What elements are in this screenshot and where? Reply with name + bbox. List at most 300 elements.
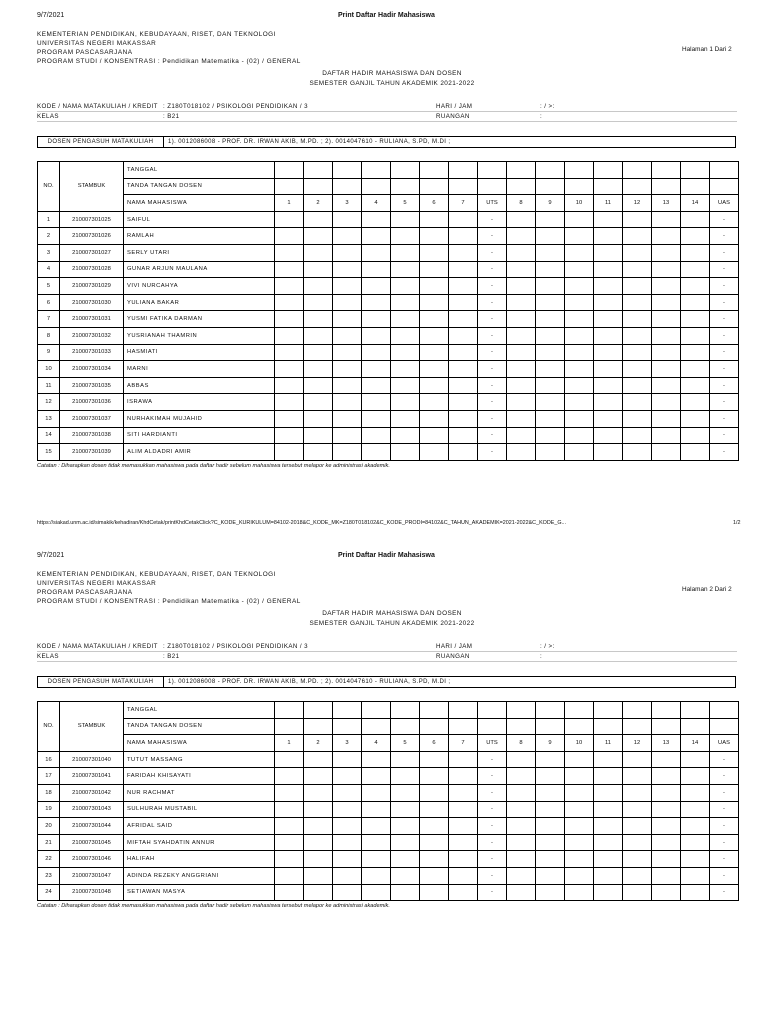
student-no: 4 xyxy=(38,261,60,278)
date-cell[interactable] xyxy=(333,702,362,719)
attendance-cell[interactable] xyxy=(420,884,449,901)
attendance-cell[interactable] xyxy=(681,751,710,768)
student-no: 9 xyxy=(38,344,60,361)
course-label: KODE / NAMA MATAKULIAH / KREDIT xyxy=(37,103,158,110)
attendance-cell[interactable] xyxy=(304,884,333,901)
session-header: 2 xyxy=(304,735,333,752)
attendance-cell[interactable] xyxy=(449,851,478,868)
print-url: https://siakad.unm.ac.id/simakik/kehadiran/KhdCetak/printKhdCetakClick?C_KODE_KURIKULUM=84102-2018&C_KODE_MK=Z180T018102&C_KODE_PRODI=84102&C_TAHUN_AKADEMIK=2021-2022&C_KODE_G... xyxy=(37,520,567,526)
attendance-cell[interactable] xyxy=(333,768,362,785)
attendance-cell[interactable]: - xyxy=(710,851,739,868)
date-row-label: TANGGAL xyxy=(124,702,275,719)
session-header: 12 xyxy=(623,735,652,752)
table-row xyxy=(38,867,768,884)
attendance-cell[interactable] xyxy=(652,867,681,884)
attendance-title: SEMESTER GANJIL TAHUN AKADEMIK 2021-2022 xyxy=(309,620,475,627)
attendance-cell[interactable] xyxy=(362,867,391,884)
attendance-cell[interactable] xyxy=(507,867,536,884)
session-header: 13 xyxy=(652,735,681,752)
attendance-cell[interactable] xyxy=(652,818,681,835)
attendance-cell[interactable] xyxy=(304,867,333,884)
attendance-cell[interactable]: - xyxy=(710,410,739,427)
date-cell[interactable] xyxy=(681,702,710,719)
attendance-cell[interactable] xyxy=(623,801,652,818)
attendance-cell[interactable] xyxy=(565,801,594,818)
attendance-cell[interactable] xyxy=(623,768,652,785)
attendance-cell[interactable] xyxy=(536,818,565,835)
attendance-cell[interactable] xyxy=(420,751,449,768)
attendance-cell[interactable]: - xyxy=(710,294,739,311)
attendance-cell[interactable] xyxy=(623,784,652,801)
attendance-cell[interactable]: - xyxy=(478,818,507,835)
attendance-cell[interactable] xyxy=(507,768,536,785)
attendance-cell[interactable] xyxy=(362,801,391,818)
table-row xyxy=(38,834,768,851)
attendance-cell[interactable] xyxy=(536,801,565,818)
attendance-cell[interactable]: - xyxy=(478,211,507,228)
session-header: 1 xyxy=(275,195,304,212)
header-row xyxy=(38,718,768,735)
attendance-cell[interactable] xyxy=(333,867,362,884)
attendance-cell[interactable] xyxy=(304,784,333,801)
attendance-cell[interactable]: - xyxy=(710,801,739,818)
course-label: KODE / NAMA MATAKULIAH / KREDIT xyxy=(37,643,158,650)
attendance-cell[interactable]: - xyxy=(710,344,739,361)
student-stambuk: 210007301035 xyxy=(60,377,124,394)
signature-row-label: TANDA TANGAN DOSEN xyxy=(124,178,275,195)
student-name: MARNI xyxy=(124,361,275,378)
attendance-cell[interactable] xyxy=(391,751,420,768)
session-header: 2 xyxy=(304,195,333,212)
attendance-cell[interactable]: - xyxy=(710,211,739,228)
attendance-cell[interactable] xyxy=(623,867,652,884)
lecturer-signature-cell[interactable] xyxy=(652,718,681,735)
date-cell[interactable] xyxy=(652,702,681,719)
attendance-cell[interactable] xyxy=(681,884,710,901)
date-cell[interactable] xyxy=(565,702,594,719)
student-stambuk: 210007301031 xyxy=(60,311,124,328)
course-value: : Z180T018102 / PSIKOLOGI PENDIDIKAN / 3 xyxy=(163,103,308,110)
attendance-cell[interactable] xyxy=(681,867,710,884)
student-stambuk: 210007301047 xyxy=(60,867,124,884)
institution-line: UNIVERSITAS NEGERI MAKASSAR xyxy=(37,580,157,587)
lecturer-signature-cell[interactable] xyxy=(536,718,565,735)
attendance-cell[interactable] xyxy=(681,834,710,851)
lecturer-signature-cell[interactable] xyxy=(594,718,623,735)
attendance-cell[interactable]: - xyxy=(710,261,739,278)
attendance-cell[interactable]: - xyxy=(478,228,507,245)
student-stambuk: 210007301037 xyxy=(60,410,124,427)
attendance-cell[interactable] xyxy=(333,801,362,818)
attendance-cell[interactable] xyxy=(623,751,652,768)
session-header: UAS xyxy=(710,735,739,752)
lecturer-signature-cell[interactable] xyxy=(449,718,478,735)
attendance-cell[interactable] xyxy=(652,884,681,901)
attendance-cell[interactable] xyxy=(391,884,420,901)
session-header: 11 xyxy=(594,195,623,212)
attendance-cell[interactable]: - xyxy=(478,884,507,901)
student-stambuk: 210007301036 xyxy=(60,394,124,411)
student-stambuk: 210007301048 xyxy=(60,884,124,901)
lecturer-label: DOSEN PENGASUH MATAKULIAH xyxy=(38,677,164,687)
attendance-cell[interactable] xyxy=(565,784,594,801)
student-stambuk: 210007301029 xyxy=(60,278,124,295)
lecturer-signature-cell[interactable] xyxy=(623,718,652,735)
attendance-cell[interactable]: - xyxy=(478,261,507,278)
lecturer-signature-cell[interactable] xyxy=(420,718,449,735)
attendance-cell[interactable] xyxy=(275,801,304,818)
lecturer-signature-cell[interactable] xyxy=(275,718,304,735)
institution-line: PROGRAM PASCASARJANA xyxy=(37,49,133,56)
attendance-cell[interactable] xyxy=(681,801,710,818)
attendance-cell[interactable]: - xyxy=(478,244,507,261)
student-name: HALIFAH xyxy=(124,851,275,868)
attendance-cell[interactable]: - xyxy=(478,294,507,311)
student-stambuk: 210007301028 xyxy=(60,261,124,278)
attendance-cell[interactable] xyxy=(536,834,565,851)
attendance-cell[interactable]: - xyxy=(478,410,507,427)
attendance-cell[interactable] xyxy=(391,801,420,818)
attendance-cell[interactable] xyxy=(594,801,623,818)
attendance-cell[interactable] xyxy=(304,818,333,835)
attendance-cell[interactable] xyxy=(594,768,623,785)
attendance-cell[interactable] xyxy=(304,801,333,818)
attendance-cell[interactable] xyxy=(449,867,478,884)
attendance-cell[interactable] xyxy=(594,834,623,851)
attendance-cell[interactable] xyxy=(507,884,536,901)
lecturer-signature-cell[interactable] xyxy=(681,718,710,735)
date-cell[interactable] xyxy=(507,702,536,719)
student-name-header: NAMA MAHASISWA xyxy=(124,735,275,752)
attendance-cell[interactable] xyxy=(275,834,304,851)
student-no: 21 xyxy=(38,834,60,851)
lecturer-signature-cell[interactable] xyxy=(507,718,536,735)
lecturer-value: 1). 0012086008 - PROF. DR. IRWAN AKIB, M.PD. ; 2). 0014047610 - RULIANA, S.PD, M.DI ; xyxy=(168,679,451,685)
page-indicator: Halaman 1 Dari 2 xyxy=(682,46,732,53)
student-stambuk: 210007301032 xyxy=(60,327,124,344)
session-header: 11 xyxy=(594,735,623,752)
attendance-cell[interactable]: - xyxy=(710,784,739,801)
attendance-cell[interactable]: - xyxy=(710,327,739,344)
session-header: 10 xyxy=(565,195,594,212)
lecturer-signature-cell[interactable] xyxy=(362,718,391,735)
student-name: GUNAR ARJUN MAULANA xyxy=(124,261,275,278)
student-name: SITI HARDIANTI xyxy=(124,427,275,444)
attendance-cell[interactable] xyxy=(536,768,565,785)
attendance-cell[interactable] xyxy=(681,818,710,835)
session-header: 13 xyxy=(652,195,681,212)
attendance-cell[interactable] xyxy=(507,751,536,768)
lecturer-signature-cell[interactable] xyxy=(333,718,362,735)
table-row xyxy=(38,784,768,801)
date-cell[interactable] xyxy=(449,702,478,719)
student-no: 10 xyxy=(38,361,60,378)
attendance-cell[interactable]: - xyxy=(478,867,507,884)
session-header: 4 xyxy=(362,195,391,212)
session-header: 14 xyxy=(681,195,710,212)
attendance-cell[interactable] xyxy=(333,851,362,868)
room-value: : xyxy=(540,653,543,660)
student-no: 18 xyxy=(38,784,60,801)
attendance-cell[interactable] xyxy=(275,784,304,801)
attendance-cell[interactable]: - xyxy=(478,444,507,461)
student-name: SAIFUL xyxy=(124,211,275,228)
attendance-cell[interactable] xyxy=(536,884,565,901)
print-date: 9/7/2021 xyxy=(37,552,65,559)
attendance-cell[interactable] xyxy=(507,851,536,868)
page-indicator: Halaman 2 Dari 2 xyxy=(682,586,732,593)
attendance-cell[interactable]: - xyxy=(478,801,507,818)
attendance-cell[interactable]: - xyxy=(478,784,507,801)
lecturer-signature-cell[interactable] xyxy=(565,718,594,735)
attendance-cell[interactable] xyxy=(275,751,304,768)
attendance-cell[interactable]: - xyxy=(710,278,739,295)
attendance-cell[interactable]: - xyxy=(478,427,507,444)
attendance-cell[interactable] xyxy=(304,851,333,868)
student-stambuk: 210007301046 xyxy=(60,851,124,868)
attendance-cell[interactable]: - xyxy=(478,311,507,328)
student-name: HASMIATI xyxy=(124,344,275,361)
student-stambuk: 210007301038 xyxy=(60,427,124,444)
attendance-cell[interactable] xyxy=(391,818,420,835)
student-stambuk: 210007301045 xyxy=(60,834,124,851)
date-cell[interactable] xyxy=(594,702,623,719)
attendance-cell[interactable]: - xyxy=(710,834,739,851)
attendance-cell[interactable] xyxy=(362,851,391,868)
attendance-cell[interactable] xyxy=(565,851,594,868)
attendance-cell[interactable] xyxy=(333,834,362,851)
lecturer-signature-cell[interactable] xyxy=(304,718,333,735)
lecturer-signature-cell[interactable] xyxy=(391,718,420,735)
attendance-cell[interactable] xyxy=(623,818,652,835)
attendance-cell[interactable] xyxy=(449,784,478,801)
attendance-cell[interactable]: - xyxy=(478,361,507,378)
date-cell[interactable] xyxy=(275,702,304,719)
attendance-cell[interactable] xyxy=(420,834,449,851)
attendance-cell[interactable] xyxy=(304,834,333,851)
class-value: : B21 xyxy=(163,113,180,120)
attendance-cell[interactable] xyxy=(362,884,391,901)
attendance-cell[interactable] xyxy=(594,851,623,868)
attendance-cell[interactable] xyxy=(449,884,478,901)
student-stambuk: 210007301041 xyxy=(60,768,124,785)
attendance-cell[interactable]: - xyxy=(710,377,739,394)
class-label: KELAS xyxy=(37,113,59,120)
course-value: : Z180T018102 / PSIKOLOGI PENDIDIKAN / 3 xyxy=(163,643,308,650)
attendance-cell[interactable] xyxy=(565,834,594,851)
attendance-cell[interactable] xyxy=(449,801,478,818)
attendance-cell[interactable] xyxy=(304,751,333,768)
date-cell[interactable] xyxy=(391,702,420,719)
schedule-label: HARI / JAM xyxy=(436,103,473,110)
date-cell[interactable] xyxy=(362,702,391,719)
attendance-cell[interactable] xyxy=(536,751,565,768)
attendance-cell[interactable]: - xyxy=(710,751,739,768)
attendance-cell[interactable]: - xyxy=(478,751,507,768)
student-stambuk: 210007301026 xyxy=(60,228,124,245)
attendance-cell[interactable] xyxy=(449,751,478,768)
attendance-cell[interactable] xyxy=(623,851,652,868)
student-no: 1 xyxy=(38,211,60,228)
attendance-cell[interactable] xyxy=(391,867,420,884)
lecturer-value: 1). 0012086008 - PROF. DR. IRWAN AKIB, M.PD. ; 2). 0014047610 - RULIANA, S.PD, M.DI ; xyxy=(168,139,451,145)
student-stambuk: 210007301042 xyxy=(60,784,124,801)
institution-line: PROGRAM PASCASARJANA xyxy=(37,589,133,596)
print-page-number: 1/2 xyxy=(733,520,741,526)
attendance-cell[interactable] xyxy=(420,867,449,884)
date-cell[interactable] xyxy=(304,702,333,719)
attendance-cell[interactable] xyxy=(275,818,304,835)
attendance-cell[interactable] xyxy=(652,834,681,851)
student-name: YUSMI FATIKA DARMAN xyxy=(124,311,275,328)
institution-line: KEMENTERIAN PENDIDIKAN, KEBUDAYAAN, RISET, DAN TEKNOLOGI xyxy=(37,571,276,578)
attendance-cell[interactable] xyxy=(333,784,362,801)
attendance-cell[interactable] xyxy=(275,768,304,785)
attendance-cell[interactable]: - xyxy=(478,394,507,411)
student-no: 12 xyxy=(38,394,60,411)
attendance-cell[interactable]: - xyxy=(478,834,507,851)
attendance-cell[interactable] xyxy=(391,834,420,851)
attendance-cell[interactable] xyxy=(594,751,623,768)
attendance-cell[interactable] xyxy=(507,784,536,801)
attendance-cell[interactable]: - xyxy=(710,768,739,785)
attendance-cell[interactable] xyxy=(391,784,420,801)
attendance-cell[interactable] xyxy=(391,768,420,785)
attendance-cell[interactable] xyxy=(536,784,565,801)
attendance-cell[interactable] xyxy=(449,834,478,851)
attendance-cell[interactable] xyxy=(681,768,710,785)
attendance-cell[interactable]: - xyxy=(710,867,739,884)
document-title: Print Daftar Hadir Mahasiswa xyxy=(338,552,435,559)
attendance-cell[interactable] xyxy=(275,851,304,868)
attendance-cell[interactable] xyxy=(420,801,449,818)
attendance-cell[interactable] xyxy=(594,867,623,884)
student-name: SULHURAH MUSTABIL xyxy=(124,801,275,818)
attendance-cell[interactable] xyxy=(565,818,594,835)
session-header: 3 xyxy=(333,195,362,212)
header-row xyxy=(38,735,768,752)
attendance-cell[interactable]: - xyxy=(710,244,739,261)
attendance-cell[interactable]: - xyxy=(710,228,739,245)
attendance-cell[interactable] xyxy=(362,834,391,851)
institution-line: PROGRAM STUDI / KONSENTRASI : Pendidikan Matematika - (02) / GENERAL xyxy=(37,598,301,605)
attendance-cell[interactable]: - xyxy=(478,768,507,785)
attendance-cell[interactable] xyxy=(652,768,681,785)
attendance-cell[interactable] xyxy=(333,818,362,835)
attendance-cell[interactable] xyxy=(507,818,536,835)
attendance-title: SEMESTER GANJIL TAHUN AKADEMIK 2021-2022 xyxy=(309,80,475,87)
attendance-cell[interactable] xyxy=(652,801,681,818)
document-title: Print Daftar Hadir Mahasiswa xyxy=(338,12,435,19)
attendance-cell[interactable]: - xyxy=(710,818,739,835)
student-name: ALIM ALDADRI AMIR xyxy=(124,444,275,461)
attendance-cell[interactable] xyxy=(449,768,478,785)
attendance-cell[interactable]: - xyxy=(710,361,739,378)
attendance-cell[interactable] xyxy=(623,884,652,901)
attendance-cell[interactable] xyxy=(681,784,710,801)
attendance-cell[interactable] xyxy=(652,751,681,768)
attendance-cell[interactable]: - xyxy=(710,311,739,328)
attendance-cell[interactable] xyxy=(507,801,536,818)
attendance-cell[interactable] xyxy=(652,784,681,801)
lecturer-signature-cell[interactable] xyxy=(710,718,739,735)
attendance-cell[interactable]: - xyxy=(478,851,507,868)
session-header: 8 xyxy=(507,195,536,212)
attendance-cell[interactable] xyxy=(420,784,449,801)
attendance-cell[interactable]: - xyxy=(478,278,507,295)
session-header: 7 xyxy=(449,195,478,212)
date-cell[interactable] xyxy=(420,702,449,719)
attendance-cell[interactable]: - xyxy=(710,884,739,901)
student-no: 2 xyxy=(38,228,60,245)
attendance-title: DAFTAR HADIR MAHASISWA DAN DOSEN xyxy=(322,610,462,617)
attendance-cell[interactable] xyxy=(565,884,594,901)
attendance-cell[interactable] xyxy=(391,851,420,868)
lecturer-signature-cell[interactable] xyxy=(478,718,507,735)
session-header: 5 xyxy=(391,735,420,752)
attendance-cell[interactable] xyxy=(681,851,710,868)
attendance-cell[interactable] xyxy=(420,851,449,868)
attendance-cell[interactable] xyxy=(304,768,333,785)
student-name-header: NAMA MAHASISWA xyxy=(124,195,275,212)
attendance-cell[interactable]: - xyxy=(710,444,739,461)
attendance-cell[interactable]: - xyxy=(478,327,507,344)
attendance-cell[interactable] xyxy=(565,751,594,768)
attendance-cell[interactable] xyxy=(420,818,449,835)
attendance-cell[interactable] xyxy=(362,768,391,785)
student-name: SETIAWAN MASYA xyxy=(124,884,275,901)
session-header: 7 xyxy=(449,735,478,752)
attendance-cell[interactable] xyxy=(565,768,594,785)
student-stambuk: 210007301033 xyxy=(60,344,124,361)
date-cell[interactable] xyxy=(623,702,652,719)
print-date: 9/7/2021 xyxy=(37,12,65,19)
date-cell[interactable] xyxy=(478,702,507,719)
attendance-cell[interactable] xyxy=(333,884,362,901)
attendance-cell[interactable] xyxy=(652,851,681,868)
student-stambuk: 210007301039 xyxy=(60,444,124,461)
attendance-cell[interactable] xyxy=(507,834,536,851)
attendance-cell[interactable] xyxy=(565,867,594,884)
attendance-cell[interactable]: - xyxy=(710,394,739,411)
attendance-cell[interactable]: - xyxy=(710,427,739,444)
attendance-cell[interactable] xyxy=(362,751,391,768)
class-value: : B21 xyxy=(163,653,180,660)
attendance-cell[interactable] xyxy=(594,884,623,901)
student-stambuk: 210007301034 xyxy=(60,361,124,378)
attendance-cell[interactable] xyxy=(536,867,565,884)
attendance-cell[interactable] xyxy=(362,784,391,801)
attendance-cell[interactable] xyxy=(594,818,623,835)
attendance-cell[interactable] xyxy=(594,784,623,801)
attendance-cell[interactable]: - xyxy=(478,344,507,361)
attendance-cell[interactable] xyxy=(623,834,652,851)
student-no: 7 xyxy=(38,311,60,328)
date-cell[interactable] xyxy=(536,702,565,719)
attendance-cell[interactable] xyxy=(536,851,565,868)
student-stambuk: 210007301030 xyxy=(60,294,124,311)
attendance-cell[interactable] xyxy=(420,768,449,785)
attendance-cell[interactable] xyxy=(275,884,304,901)
attendance-cell[interactable] xyxy=(275,867,304,884)
attendance-cell[interactable] xyxy=(333,751,362,768)
session-header: UTS xyxy=(478,735,507,752)
attendance-cell[interactable] xyxy=(449,818,478,835)
attendance-cell[interactable]: - xyxy=(478,377,507,394)
student-name: SERLY UTARI xyxy=(124,244,275,261)
attendance-cell[interactable] xyxy=(362,818,391,835)
date-cell[interactable] xyxy=(710,702,739,719)
